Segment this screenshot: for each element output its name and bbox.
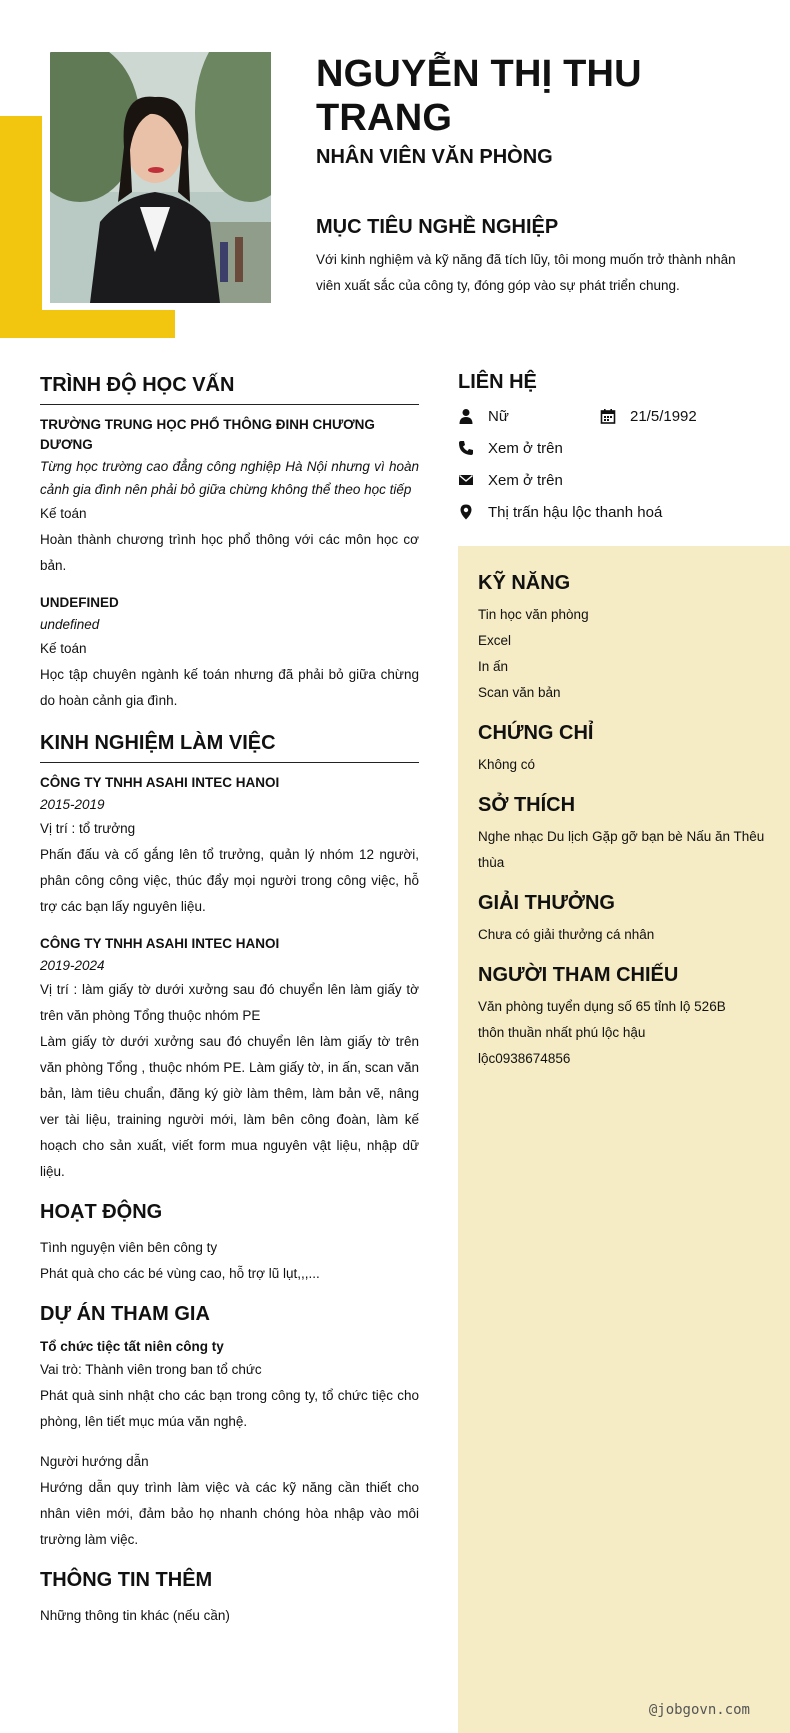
project-desc: Hướng dẫn quy trình làm việc và các kỹ năng cần thiết cho nhân viên mới, đảm bảo họ nhanh chóng hòa nhập vào môi trường làm việc. [40, 1480, 419, 1547]
education-major: Kế toán [40, 506, 87, 521]
skill-item: Tin học văn phòng [478, 607, 589, 622]
candidate-name: NGUYỄN THỊ THU TRANG [316, 53, 642, 139]
person-icon [458, 408, 474, 424]
project-desc: Phát quà sinh nhật cho các bạn trong công ty, tổ chức tiệc cho phòng, lên tiết mục múa văn nghệ. [40, 1388, 419, 1429]
more-info-heading: THÔNG TIN THÊM [40, 1569, 213, 1591]
work-desc: Phấn đấu và cố gắng lên tổ trưởng, quản lý nhóm 12 người, phân công công việc, thúc đẩy mọi người trong công việc, hỗ trợ các bạn lấy nguyên liệu. [40, 847, 419, 914]
certificates-section [478, 718, 770, 778]
work-role: Vị trí : làm giấy tờ dưới xưởng sau đó chuyển lên làm giấy tờ trên văn phòng Tổng thuộc nhóm PE [40, 982, 419, 1023]
watermark: @jobgovn.com [648, 1702, 750, 1718]
contact-address [458, 500, 662, 524]
accent-bar [0, 116, 42, 338]
education-major: Kế toán [40, 641, 87, 656]
experience-item [40, 934, 419, 1185]
experience-heading: KINH NGHIỆM LÀM VIỆC [40, 728, 419, 763]
skill-item: In ấn [478, 659, 509, 674]
sidebar [458, 546, 790, 1733]
experience-item [40, 773, 419, 920]
contact-email [458, 468, 563, 492]
work-desc: Làm giấy tờ dưới xưởng sau đó chuyển lên làm giấy tờ trên văn phòng Tổng , thuộc nhóm PE. Làm giấy tờ, in ấn, scan văn bản, làm tiêu chuẩn, đăng ký giờ làm thêm, làm bản vẽ, nâng ver tài liệu, training người mới, làm bên công đoàn, làm kế hoạch cho sản xuất, viết form mua nguyên vật liệu, nhập dữ liệu. [40, 1034, 419, 1179]
gender-value: Nữ [488, 407, 509, 425]
accent-bar-bottom [0, 310, 175, 338]
contact-gender [458, 404, 509, 428]
contact-phone [458, 436, 563, 460]
skill-item: Excel [478, 633, 512, 648]
references-text: Văn phòng tuyển dụng số 65 tỉnh lộ 526B thôn thuần nhất phú lộc hậu lộc0938674856 [478, 999, 726, 1066]
education-note: Từng học trường cao đẳng công nghiệp Hà Nội nhưng vì hoàn cảnh gia đình nên phải bỏ giữa chừng không thể theo học tiếp [40, 459, 419, 497]
email-value: Xem ở trên [488, 471, 563, 489]
school-name: TRƯỜNG TRUNG HỌC PHỔ THÔNG ĐINH CHƯƠNG DƯƠNG [40, 417, 375, 452]
address-value: Thị trấn hậu lộc thanh hoá [488, 503, 663, 521]
work-period: 2019-2024 [40, 958, 105, 973]
more-info-text: Những thông tin khác (nếu cần) [40, 1608, 230, 1623]
skills-heading: KỸ NĂNG [478, 572, 571, 594]
hobbies-section [478, 790, 770, 876]
hobbies-heading: SỞ THÍCH [478, 794, 576, 816]
activity-line: Phát quà cho các bé vùng cao, hỗ trợ lũ lụt,,,... [40, 1266, 320, 1281]
birthday-value: 21/5/1992 [630, 407, 697, 425]
mail-icon [458, 472, 474, 488]
references-heading: NGƯỜI THAM CHIẾU [478, 964, 679, 986]
education-item [40, 415, 419, 579]
education-desc: Học tập chuyên ngành kế toán nhưng đã phải bỏ giữa chừng do hoàn cảnh gia đình. [40, 667, 419, 708]
location-pin-icon [458, 504, 474, 520]
phone-icon [458, 440, 474, 456]
contact-birthday [600, 404, 697, 428]
profile-photo [50, 52, 271, 303]
company-name: CÔNG TY TNHH ASAHI INTEC HANOI [40, 936, 280, 951]
awards-text: Chưa có giải thưởng cá nhân [478, 927, 655, 942]
activity-line: Tình nguyện viên bên công ty [40, 1240, 218, 1255]
work-period: 2015-2019 [40, 797, 105, 812]
hobbies-text: Nghe nhạc Du lịch Gặp gỡ bạn bè Nấu ăn Thêu thùa [478, 829, 765, 870]
company-name: CÔNG TY TNHH ASAHI INTEC HANOI [40, 775, 280, 790]
education-note: undefined [40, 617, 100, 632]
certificates-heading: CHỨNG CHỈ [478, 722, 594, 744]
references-section [478, 960, 770, 1072]
project-name: Tổ chức tiệc tất niên công ty [40, 1339, 224, 1354]
calendar-icon [600, 408, 616, 424]
job-title: NHÂN VIÊN VĂN PHÒNG [316, 146, 553, 168]
project-role: Người hướng dẫn [40, 1454, 149, 1469]
awards-heading: GIẢI THƯỞNG [478, 892, 615, 914]
activities-heading: HOẠT ĐỘNG [40, 1201, 163, 1223]
work-role: Vị trí : tổ trưởng [40, 821, 136, 836]
left-column [40, 370, 419, 1629]
objective-heading: MỤC TIÊU NGHỀ NGHIỆP [316, 216, 559, 238]
certificates-text: Không có [478, 757, 536, 772]
objective-text: Với kinh nghiệm và kỹ năng đã tích lũy, tôi mong muốn trở thành nhân viên xuất sắc của công ty, đóng góp vào sự phát triển chung. [316, 252, 736, 293]
awards-section [478, 888, 770, 948]
education-item [40, 593, 419, 714]
projects-heading: DỰ ÁN THAM GIA [40, 1303, 210, 1325]
school-name: UNDEFINED [40, 595, 119, 610]
phone-value: Xem ở trên [488, 439, 563, 457]
project-role: Vai trò: Thành viên trong ban tổ chức [40, 1362, 262, 1377]
contact-heading: LIÊN HỆ [458, 371, 537, 393]
skill-item: Scan văn bản [478, 685, 561, 700]
skills-section [478, 568, 770, 706]
education-desc: Hoàn thành chương trình học phổ thông với các môn học cơ bản. [40, 532, 419, 573]
education-heading: TRÌNH ĐỘ HỌC VẤN [40, 370, 419, 405]
